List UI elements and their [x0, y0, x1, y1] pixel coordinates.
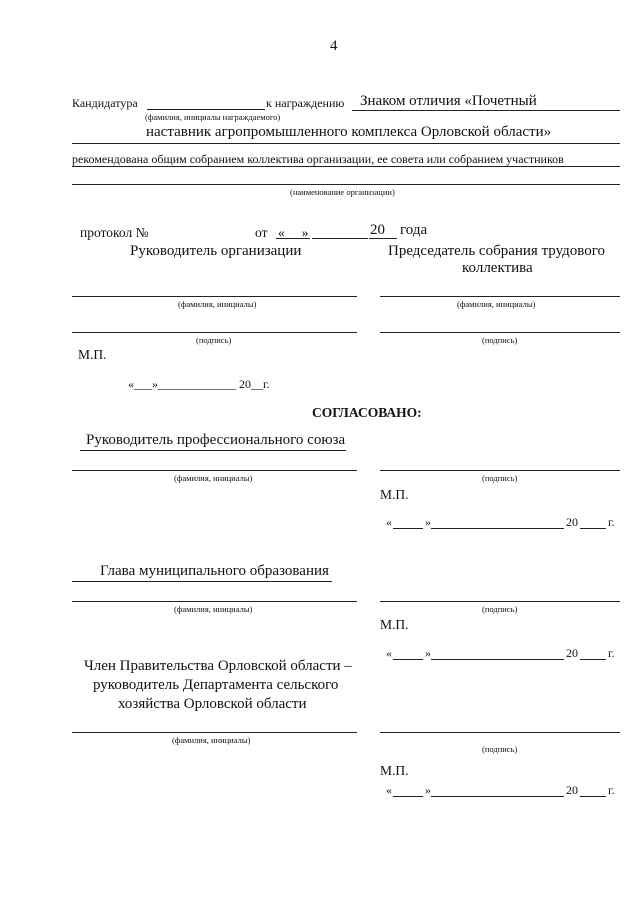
chair-title-line1: Председатель собрания трудового — [388, 243, 606, 259]
union-signature-line — [380, 470, 620, 471]
gov-date-open: « — [386, 783, 392, 797]
protocol-year-line — [369, 238, 397, 239]
protocol-month-line — [312, 238, 368, 239]
municipal-signature-caption: (подпись) — [482, 604, 518, 614]
award-name-underline1 — [352, 110, 620, 111]
head-signature-line — [72, 332, 357, 333]
head-title: Руководитель организации — [130, 243, 302, 259]
protocol-label: протокол № — [80, 225, 149, 240]
award-name-line1: Знаком отличия «Почетный — [360, 93, 537, 109]
chair-name-line — [380, 296, 620, 297]
award-name-underline2 — [72, 143, 620, 144]
municipal-date-open: « — [386, 646, 392, 660]
chair-signature-line — [380, 332, 620, 333]
nominee-caption: (фамилия, инициалы награждаемого) — [145, 112, 281, 122]
head-name-caption: (фамилия, инициалы) — [178, 299, 257, 309]
gov-day-line — [393, 796, 423, 797]
page-number: 4 — [330, 38, 338, 54]
municipal-year-line — [580, 659, 606, 660]
union-year-line — [580, 528, 606, 529]
union-day-line — [393, 528, 423, 529]
gov-member-line3: хозяйства Орловской области — [118, 696, 307, 712]
gov-member-line1: Член Правительства Орловской области – — [84, 658, 352, 674]
signatories-date-line: «___»_____________ 20__г. — [128, 377, 270, 391]
union-stamp: М.П. — [380, 487, 409, 502]
union-date-open: « — [386, 515, 392, 529]
gov-year-prefix: 20 — [566, 783, 578, 797]
municipal-stamp: М.П. — [380, 617, 409, 632]
protocol-year-prefix: 20 — [370, 222, 385, 238]
gov-name-caption: (фамилия, инициалы) — [172, 735, 251, 745]
union-month-line — [431, 528, 564, 529]
union-date-close: » — [425, 515, 431, 529]
gov-date-close: » — [425, 783, 431, 797]
chair-signature-caption: (подпись) — [482, 335, 518, 345]
gov-year-suffix: г. — [608, 783, 615, 797]
municipal-year-prefix: 20 — [566, 646, 578, 660]
municipal-head-underline — [72, 581, 332, 582]
head-name-line — [72, 296, 357, 297]
municipal-year-suffix: г. — [608, 646, 615, 660]
union-name-line — [72, 470, 357, 471]
protocol-year-suffix: года — [400, 222, 428, 238]
approved-title: СОГЛАСОВАНО: — [312, 405, 422, 420]
recommended-underline — [72, 166, 620, 167]
municipal-day-line — [393, 659, 423, 660]
chair-name-caption: (фамилия, инициалы) — [457, 299, 536, 309]
gov-name-line — [72, 732, 357, 733]
union-name-caption: (фамилия, инициалы) — [174, 473, 253, 483]
stamp-mark: М.П. — [78, 347, 107, 362]
gov-signature-line — [380, 732, 620, 733]
municipal-signature-line — [380, 601, 620, 602]
protocol-from-label: от — [255, 225, 268, 240]
award-name-line2: наставник агропромышленного комплекса Орловской области» — [146, 124, 552, 140]
union-year-prefix: 20 — [566, 515, 578, 529]
union-head-underline — [80, 450, 346, 451]
union-year-suffix: г. — [608, 515, 615, 529]
gov-year-line — [580, 796, 606, 797]
nominee-name-line — [147, 109, 265, 110]
gov-month-line — [431, 796, 564, 797]
chair-title-line2: коллектива — [462, 260, 533, 276]
award-label: к награждению — [266, 96, 345, 110]
municipal-name-line — [72, 601, 357, 602]
protocol-day-line — [276, 238, 310, 239]
head-signature-caption: (подпись) — [196, 335, 232, 345]
municipal-date-close: » — [425, 646, 431, 660]
protocol-date-quotes: « » — [278, 225, 309, 240]
municipal-name-caption: (фамилия, инициалы) — [174, 604, 253, 614]
municipal-month-line — [431, 659, 564, 660]
recommended-by: рекомендована общим собранием коллектива организации, ее совета или собранием участников — [72, 152, 564, 166]
gov-signature-caption: (подпись) — [482, 744, 518, 754]
org-name-line — [72, 184, 620, 185]
municipal-head-title: Глава муниципального образования — [100, 563, 329, 579]
org-caption: (наименование организации) — [290, 187, 395, 197]
gov-stamp: М.П. — [380, 763, 409, 778]
union-head-title: Руководитель профессионального союза — [86, 432, 346, 448]
candidacy-label: Кандидатура — [72, 96, 138, 110]
union-signature-caption: (подпись) — [482, 473, 518, 483]
gov-member-line2: руководитель Департамента сельского — [93, 677, 339, 693]
